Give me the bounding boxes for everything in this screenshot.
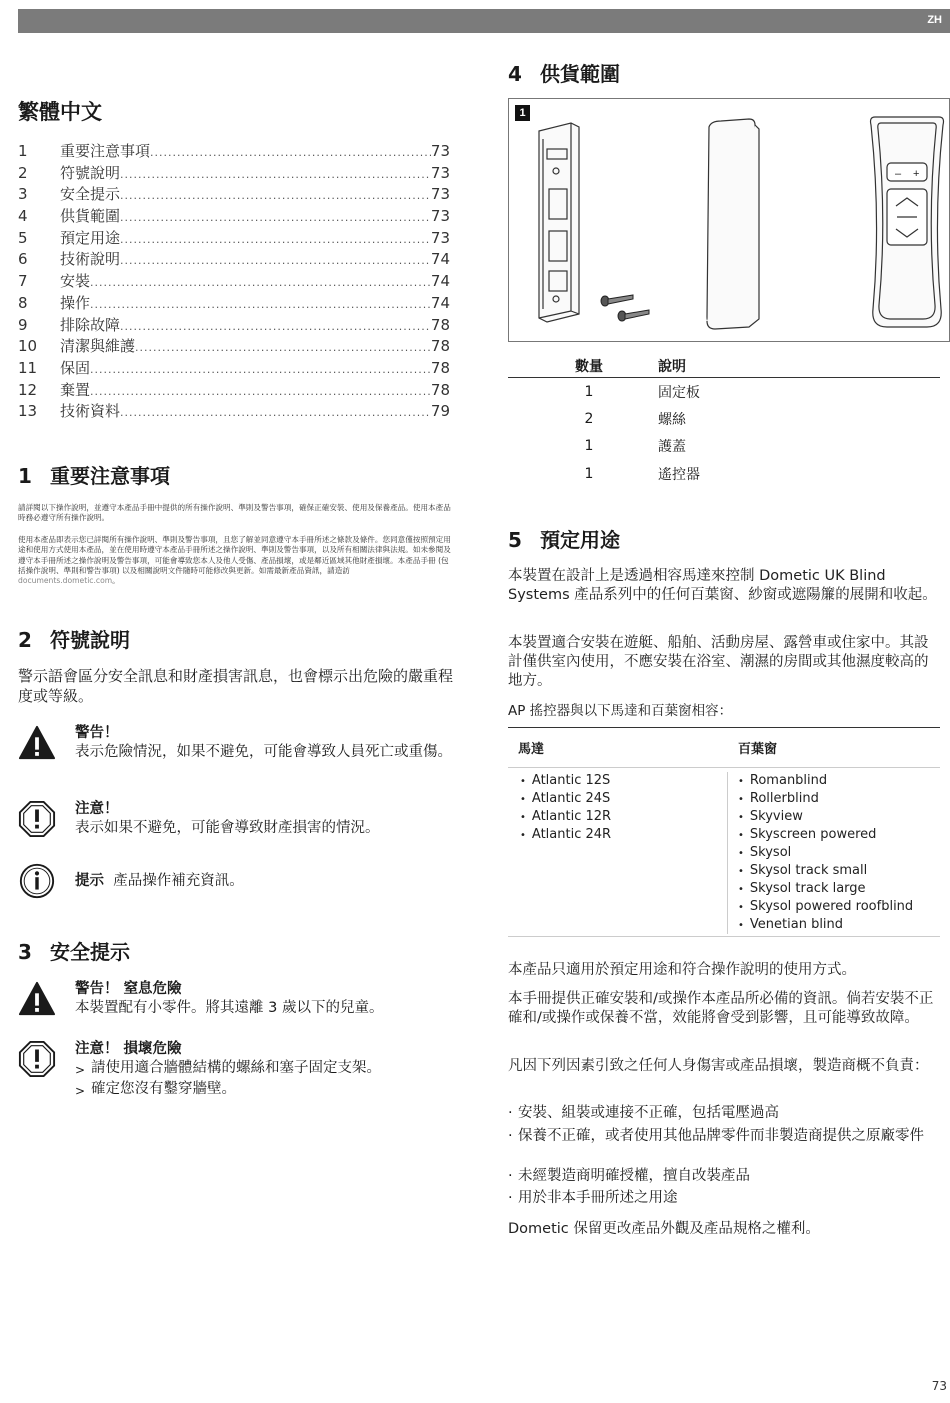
warning-triangle-icon [18, 980, 56, 1018]
table-row [508, 378, 940, 405]
column-header-description: 說明 [658, 359, 686, 375]
toc-leader [90, 276, 431, 289]
toc-entry[interactable] [18, 357, 450, 379]
toc-page: 74 [430, 272, 450, 291]
toc-title: 操作 [60, 293, 91, 312]
toc-page: 78 [430, 380, 450, 399]
toc-number: 3 [18, 185, 28, 204]
toc-entry[interactable] [18, 248, 450, 270]
toc-entry[interactable] [18, 400, 450, 422]
table-row [508, 433, 940, 460]
description-cell: 固定板 [658, 384, 700, 401]
section-1-paragraph-2 [18, 535, 452, 586]
toc-title: 安全提示 [60, 185, 121, 204]
toc-entry[interactable] [18, 227, 450, 249]
quantity-cell: 1 [584, 465, 594, 482]
paragraph-text: 使用本產品即表示您已詳閱所有操作說明、準則及警告事項，且您了解並同意遵守本手冊所述之條款及條件。您同意僅按照預定用途和使用方式使用本產品，並在使用時遵守本產品手冊所述之操作說明、準則及警告事項，以及所有相關法律與法規。如未參閱及遵守本手冊所述之操作說明及警告事項，可能會導致您本人及他人受傷、產品損壞，或是鄰近區域其他財產損壞。本產品手冊 (包括操作說明、準則和警告事項) 以及相關說明文件隨時可能修改與更新。如需最新產品資訊，請造訪 [18, 535, 451, 575]
toc-number: 9 [18, 315, 28, 334]
toc-title: 技術資料 [60, 402, 121, 421]
toc-leader [90, 385, 431, 398]
toc-entry[interactable] [18, 379, 450, 401]
toc-title: 排除故障 [60, 315, 121, 334]
table-header [508, 350, 940, 378]
section-number: 4 [508, 62, 522, 86]
liability-item [508, 1167, 940, 1186]
header-bar [18, 9, 950, 33]
toc-leader [120, 189, 431, 202]
caution-title: 注意！ [75, 801, 119, 817]
toc-leader [120, 211, 431, 224]
toc-number: 8 [18, 293, 28, 312]
table-row [508, 405, 940, 432]
liability-text: 安裝、組裝或連接不正確，包括電壓過高 [518, 1105, 779, 1121]
toc-leader [120, 320, 431, 333]
toc-entry[interactable] [18, 335, 450, 357]
toc-title: 預定用途 [60, 228, 121, 247]
bullet-arrow-icon: > [75, 1084, 86, 1098]
toc-page: 78 [430, 315, 450, 334]
toc-page: 73 [430, 207, 450, 226]
intended-use-paragraph-5: 本手冊提供正確安裝和/或操作本產品所必備的資訊。倘若安裝不正確和/或操作或保養不當，效能將會受到影響，且可能導致故障。 [508, 991, 934, 1026]
toc-number: 5 [18, 228, 28, 247]
toc-entry[interactable] [18, 292, 450, 314]
compatibility-table [508, 727, 940, 937]
screw-icon [601, 295, 649, 321]
remote-minus-label: – [895, 168, 902, 180]
toc-title: 技術說明 [60, 250, 121, 269]
toc-number: 7 [18, 272, 28, 291]
blind-item: • Skysol track large [738, 880, 940, 898]
toc-leader [135, 341, 431, 354]
blind-item: • Skysol track small [738, 862, 940, 880]
section-2-heading [18, 624, 130, 653]
toc-page: 78 [430, 337, 450, 356]
warning-triangle-icon [18, 724, 56, 762]
scope-of-delivery-illustration [509, 99, 949, 341]
intended-use-paragraph-7: Dometic 保留更改產品外觀及產品規格之權利。 [508, 1221, 820, 1237]
blind-item: • Skysol [738, 844, 940, 862]
section-title: 供貨範圍 [540, 62, 620, 86]
intended-use-paragraph-6: 凡因下列因素引致之任何人身傷害或產品損壞，製造商概不負責： [508, 1058, 929, 1074]
toc-number: 11 [18, 358, 38, 377]
description-cell: 遙控器 [658, 466, 700, 483]
description-cell: 螺絲 [658, 411, 686, 428]
blind-item: • Skysol powered roofblind [738, 898, 940, 916]
info-icon [18, 862, 56, 900]
safety-warning-title: 警告！ 窒息危險 [75, 981, 182, 997]
toc-entry[interactable] [18, 140, 450, 162]
caution-item [75, 1059, 460, 1080]
toc-number: 4 [18, 207, 28, 226]
liability-item [508, 1104, 940, 1123]
toc-leader [120, 254, 431, 267]
motor-item: • Atlantic 24R [520, 826, 727, 844]
column-header-blind: 百葉窗 [738, 742, 778, 757]
toc-title: 重要注意事項 [60, 142, 151, 160]
motor-item: • Atlantic 12S [520, 772, 727, 790]
toc-title: 安裝 [60, 272, 91, 291]
safety-warning-text: 本裝置配有小零件。將其遠離 3 歲以下的兒童。 [75, 1000, 384, 1016]
table-of-contents [18, 140, 450, 422]
column-header-quantity: 數量 [575, 359, 603, 375]
toc-entry[interactable] [18, 314, 450, 336]
liability-text: 未經製造商明確授權，擅自改裝產品 [518, 1168, 750, 1184]
blind-item: • Skyview [738, 808, 940, 826]
toc-entry[interactable] [18, 270, 450, 292]
toc-leader [90, 363, 431, 376]
toc-number: 1 [18, 142, 28, 160]
caution-octagon-icon [18, 800, 56, 838]
bullet-arrow-icon: > [75, 1063, 86, 1077]
caution-item-text: 請使用適合牆體結構的螺絲和塞子固定支架。 [91, 1060, 381, 1076]
compat-header [508, 727, 940, 767]
section-1-paragraph-1: 請詳閱以下操作說明，並遵守本產品手冊中提供的所有操作說明、準則及警告事項，確保正確安裝、使用及保養產品。使用本產品時務必遵守所有操作說明。 [18, 503, 451, 523]
blind-item: • Skyscreen powered [738, 826, 940, 844]
safety-caution-title: 注意！ 損壞危險 [75, 1041, 182, 1057]
toc-page: 73 [430, 163, 450, 182]
blind-item: • Romanblind [738, 772, 940, 790]
toc-title: 清潔與維護 [60, 337, 136, 356]
liability-text: 保養不正確，或者使用其他品牌零件而非製造商提供之原廠零件 [518, 1128, 924, 1144]
caution-text: 表示如果不避免，可能會導致財產損害的情況。 [75, 820, 380, 836]
motor-item: • Atlantic 24S [520, 790, 727, 808]
toc-number: 13 [18, 402, 38, 421]
remote-control-icon [871, 117, 944, 327]
figure-tag: 1 [515, 105, 530, 121]
table-row [508, 460, 940, 487]
toc-number: 6 [18, 250, 28, 269]
intended-use-paragraph-2: 本裝置適合安裝在遊艇、船舶、活動房屋、露營車或住家中。其設計僅供室內使用，不應安裝在浴室、潮濕的房間或其他濕度較高的地方。 [508, 635, 929, 689]
liability-text: 用於非本手冊所述之用途 [518, 1190, 678, 1206]
caution-item [75, 1080, 460, 1101]
toc-entry[interactable] [18, 205, 450, 227]
note-text: 產品操作補充資訊。 [113, 873, 244, 889]
liability-item [508, 1127, 940, 1146]
toc-title: 保固 [60, 358, 91, 377]
page-number: 73 [931, 1379, 947, 1393]
bullet-dot-icon: · [508, 1105, 513, 1121]
intended-use-paragraph-4: 本產品只適用於預定用途和符合操作說明的使用方式。 [508, 962, 856, 978]
caution-item-text: 確定您沒有鑿穿牆壁。 [91, 1081, 236, 1097]
toc-title: 供貨範圍 [60, 207, 121, 226]
section-title: 安全提示 [50, 940, 130, 964]
toc-entry[interactable] [18, 183, 450, 205]
toc-page: 73 [430, 142, 450, 160]
toc-page: 73 [430, 185, 450, 204]
warning-text: 表示危險情況，如果不避免，可能會導致人員死亡或重傷。 [75, 744, 452, 760]
mounting-plate-icon [539, 123, 579, 322]
toc-number: 2 [18, 163, 28, 182]
bullet-dot-icon: · [508, 1190, 513, 1206]
toc-leader [120, 406, 431, 419]
toc-title: 棄置 [60, 380, 91, 399]
section-title: 預定用途 [540, 528, 620, 552]
description-cell: 護蓋 [658, 439, 686, 456]
paragraph-end: 。 [112, 576, 120, 586]
toc-leader [150, 146, 431, 159]
blind-list [728, 772, 940, 934]
toc-leader [120, 168, 431, 181]
intended-use-paragraph-1: 本裝置在設計上是透過相容馬達來控制 Dometic UK Blind Systems 產品系列中的任何百葉窗、紗窗或遮陽簾的展開和收起。 [508, 568, 937, 603]
toc-entry[interactable] [18, 162, 450, 184]
section-2-intro: 警示語會區分安全訊息和財產損害訊息，也會標示出危險的嚴重程度或等級。 [18, 667, 454, 705]
section-number: 2 [18, 628, 32, 652]
blind-item: • Rollerblind [738, 790, 940, 808]
quantity-cell: 1 [584, 383, 594, 400]
section-number: 3 [18, 940, 32, 964]
toc-page: 78 [430, 358, 450, 377]
section-1-heading [18, 460, 170, 489]
section-4-heading [508, 58, 620, 87]
cover-icon [707, 119, 759, 329]
remote-plus-label: + [913, 168, 920, 180]
bullet-dot-icon: · [508, 1168, 513, 1184]
page-title: 繁體中文 [18, 100, 102, 124]
motor-item: • Atlantic 12R [520, 808, 727, 826]
liability-item [508, 1189, 940, 1208]
section-title: 符號說明 [50, 628, 130, 652]
toc-page: 74 [430, 293, 450, 312]
warning-title: 警告！ [75, 725, 119, 741]
toc-leader [120, 233, 431, 246]
quantity-cell: 2 [584, 410, 594, 427]
toc-page: 73 [430, 228, 450, 247]
caution-octagon-icon [18, 1040, 56, 1078]
section-3-heading [18, 936, 130, 965]
section-title: 重要注意事項 [50, 464, 170, 488]
toc-number: 12 [18, 380, 38, 399]
blind-item: • Venetian blind [738, 916, 940, 934]
column-header-motor: 馬達 [518, 742, 545, 757]
toc-leader [90, 298, 431, 311]
documents-link[interactable]: documents.dometic.com [18, 576, 113, 586]
toc-page: 79 [430, 402, 450, 421]
delivery-table [508, 350, 940, 487]
section-number: 5 [508, 528, 522, 552]
product-figure [508, 98, 950, 342]
quantity-cell: 1 [584, 438, 594, 455]
language-code: ZH [927, 14, 942, 26]
motor-list [508, 772, 728, 934]
note-title: 提示 [75, 873, 104, 889]
intended-use-paragraph-3: AP 搖控器與以下馬達和百葉窗相容： [508, 703, 733, 719]
bullet-dot-icon: · [508, 1128, 513, 1144]
toc-title: 符號說明 [60, 163, 121, 182]
toc-page: 74 [430, 250, 450, 269]
toc-number: 10 [18, 337, 38, 356]
section-number: 1 [18, 464, 32, 488]
section-5-heading [508, 524, 620, 553]
